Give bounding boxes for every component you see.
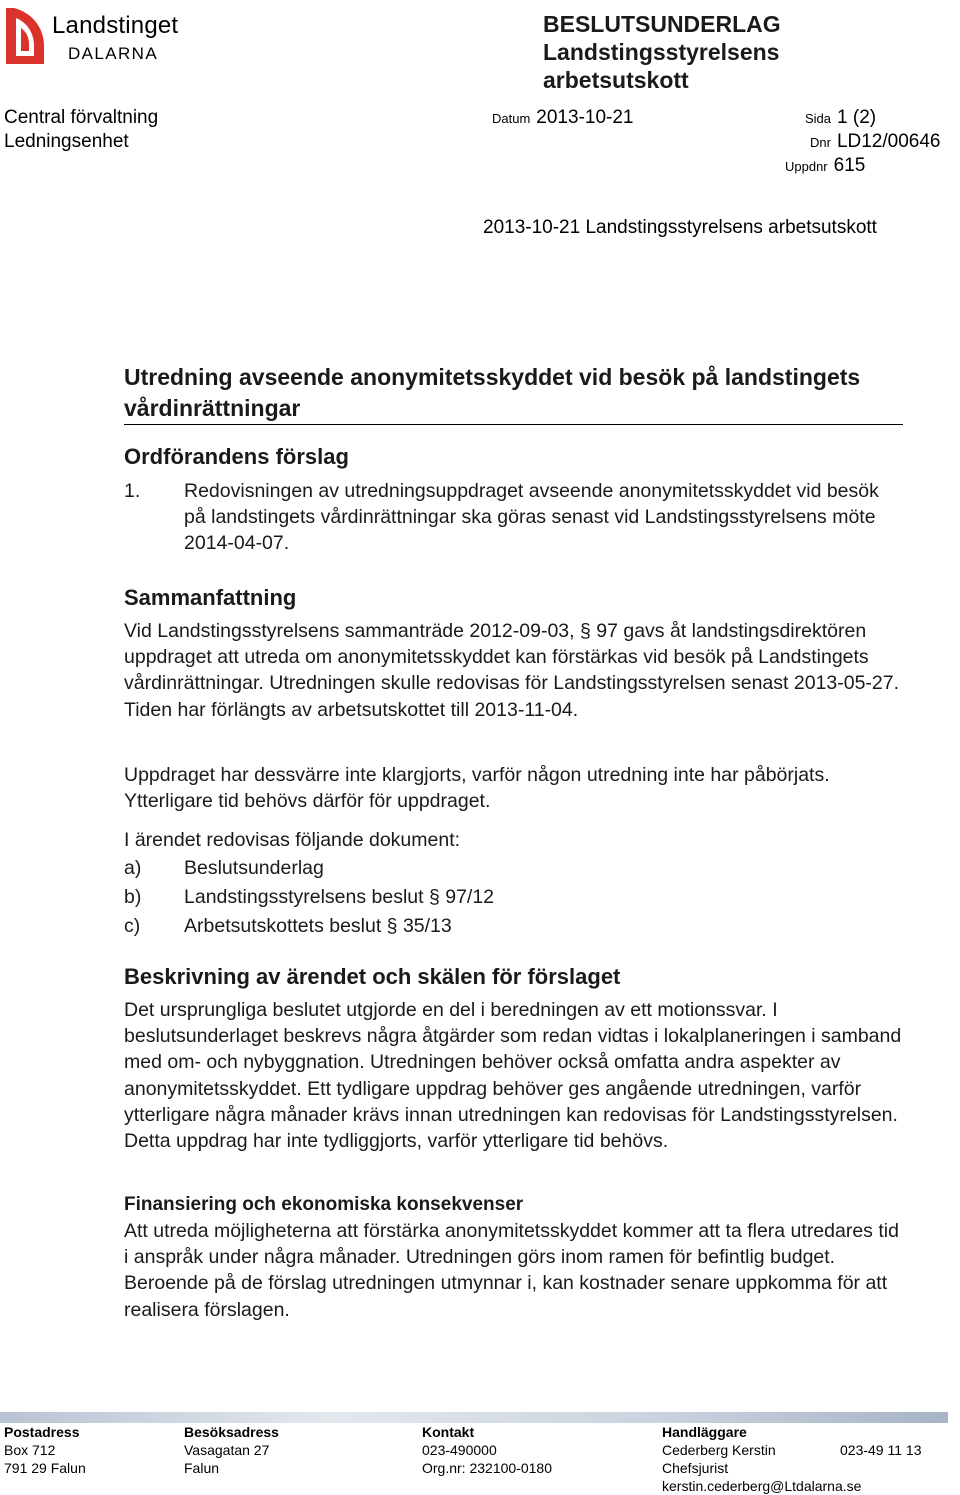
- footer-divider: [0, 1412, 948, 1423]
- page-field: [805, 107, 876, 129]
- footer-handler: [662, 1423, 861, 1495]
- proposal-item-number: 1.: [124, 480, 141, 502]
- footer-postal-line1: Box 712: [4, 1442, 56, 1458]
- title-divider: [124, 424, 903, 425]
- footer-handler-name: Cederberg Kerstin: [662, 1442, 776, 1458]
- footer-contact-line2: Org.nr: 232100-0180: [422, 1460, 552, 1476]
- footer-visit-line2: Falun: [184, 1460, 220, 1476]
- finance-heading: Finansiering och ekonomiska konsekvenser: [124, 1194, 524, 1215]
- document-list-text: Landstingsstyrelsens beslut § 97/12: [184, 886, 495, 908]
- proposal-item: [124, 478, 904, 558]
- footer-postal-header: Postadress: [4, 1424, 80, 1440]
- proposal-heading: Ordförandens förslag: [124, 444, 349, 469]
- footer-postal-line2: 791 29 Falun: [4, 1460, 86, 1476]
- footer-contact: [422, 1423, 552, 1477]
- uppdnr-field: [785, 155, 865, 177]
- document-list-item: [124, 857, 324, 880]
- document-body-line2: arbetsutskott: [543, 67, 689, 93]
- footer-postal: [4, 1423, 86, 1477]
- document-list-label: a): [124, 857, 142, 879]
- document-body-line1: Landstingsstyrelsens: [543, 39, 780, 65]
- dnr-label: Dnr: [810, 135, 831, 150]
- page-value: 1 (2): [837, 107, 877, 128]
- document-list-text: Arbetsutskottets beslut § 35/13: [184, 915, 452, 937]
- footer-visit-header: Besöksadress: [184, 1424, 279, 1440]
- footer-contact-line1: 023-490000: [422, 1442, 497, 1458]
- documents-intro: I ärendet redovisas följande dokument:: [124, 829, 461, 851]
- document-type: BESLUTSUNDERLAG: [543, 11, 781, 37]
- document-list-text: Beslutsunderlag: [184, 857, 324, 879]
- description-heading: Beskrivning av ärendet och skälen för förslaget: [124, 964, 621, 989]
- logo-region: DALARNA: [68, 44, 159, 63]
- date-field: [492, 107, 634, 129]
- date-value: 2013-10-21: [536, 107, 634, 128]
- footer-handler-role: Chefsjurist: [662, 1460, 729, 1476]
- document-list-label: c): [124, 915, 141, 937]
- dnr-field: [810, 131, 941, 153]
- footer-visit: [184, 1423, 279, 1477]
- summary-paragraph-2: Uppdraget har dessvärre inte klargjorts, varför någon utredning inte har påbörjats. Ytterligare tid behövs därför för uppdraget.: [124, 764, 830, 813]
- uppdnr-label: Uppdnr: [785, 159, 828, 174]
- document-list-item: [124, 886, 494, 909]
- document-list-label: b): [124, 886, 142, 908]
- landstinget-logo-icon: [4, 6, 46, 66]
- sender-office: Central förvaltning: [4, 107, 159, 128]
- finance-paragraph: Att utreda möjligheterna att förstärka anonymitetsskyddet kommer att ta flera utredares tid i anspråk under några månader. Utredningen görs inom ramen för befintlig budget. Beroende på de förslag utredningen utmynnar i, kan kostnader senare uppkomma för att realisera förslagen.: [124, 1220, 899, 1321]
- description-paragraph: Det ursprungliga beslutet utgjorde en del i beredningen av ett motionssvar. I beslutsunderlaget beskrevs några åtgärder som redan vidtas i lokalplaneringen i samband med om- och nybyggnation. Utredningen behöver också omfatta andra aspekter av anonymitetsskyddet. Ett tydligare uppdrag behöver ges angående utredningen, varför ytterligare några månader krävs innan utredningen kan redovisas för Landstingsstyrelsen. Detta uppdrag har inte tydliggjorts, varför ytterligare tid behövs.: [124, 999, 902, 1153]
- summary-paragraph-1: Vid Landstingsstyrelsens sammanträde 2012-09-03, § 97 gavs åt landstingsdirektören uppdraget att utreda om anonymitetsskyddet kan förstärkas vid besök på Landstingets vårdinrättningar. Utredningen skulle redovisas för Landstingsstyrelsen senast 2013-05-27. Tiden har förlängts av arbetsutskottet till 2013-11-04.: [124, 620, 900, 721]
- uppdnr-value: 615: [833, 155, 866, 176]
- page-label: Sida: [805, 111, 832, 126]
- proposal-item-text: Redovisningen av utredningsuppdraget avseende anonymitetsskyddet vid besök på landstingets vårdinrättningar ska göras senast vid Landstingsstyrelsens möte 2014-04-07.: [184, 480, 879, 555]
- date-label: Datum: [492, 111, 531, 126]
- footer-handler-header: Handläggare: [662, 1424, 747, 1440]
- footer-handler-phone: 023-49 11 13: [840, 1442, 922, 1458]
- footer-handler-email[interactable]: kerstin.cederberg@Ltdalarna.se: [662, 1478, 862, 1494]
- footer-visit-line1: Vasagatan 27: [184, 1442, 270, 1458]
- sender-unit: Ledningsenhet: [4, 131, 129, 152]
- logo-name: Landstinget: [52, 12, 179, 39]
- summary-heading: Sammanfattning: [124, 585, 297, 610]
- meeting-heading: 2013-10-21 Landstingsstyrelsens arbetsutskott: [483, 217, 877, 238]
- dnr-value: LD12/00646: [836, 131, 941, 152]
- document-title: Utredning avseende anonymitetsskyddet vid besök på landstingets vårdinrättningar: [124, 364, 861, 421]
- footer-contact-header: Kontakt: [422, 1424, 475, 1440]
- document-list-item: [124, 915, 452, 938]
